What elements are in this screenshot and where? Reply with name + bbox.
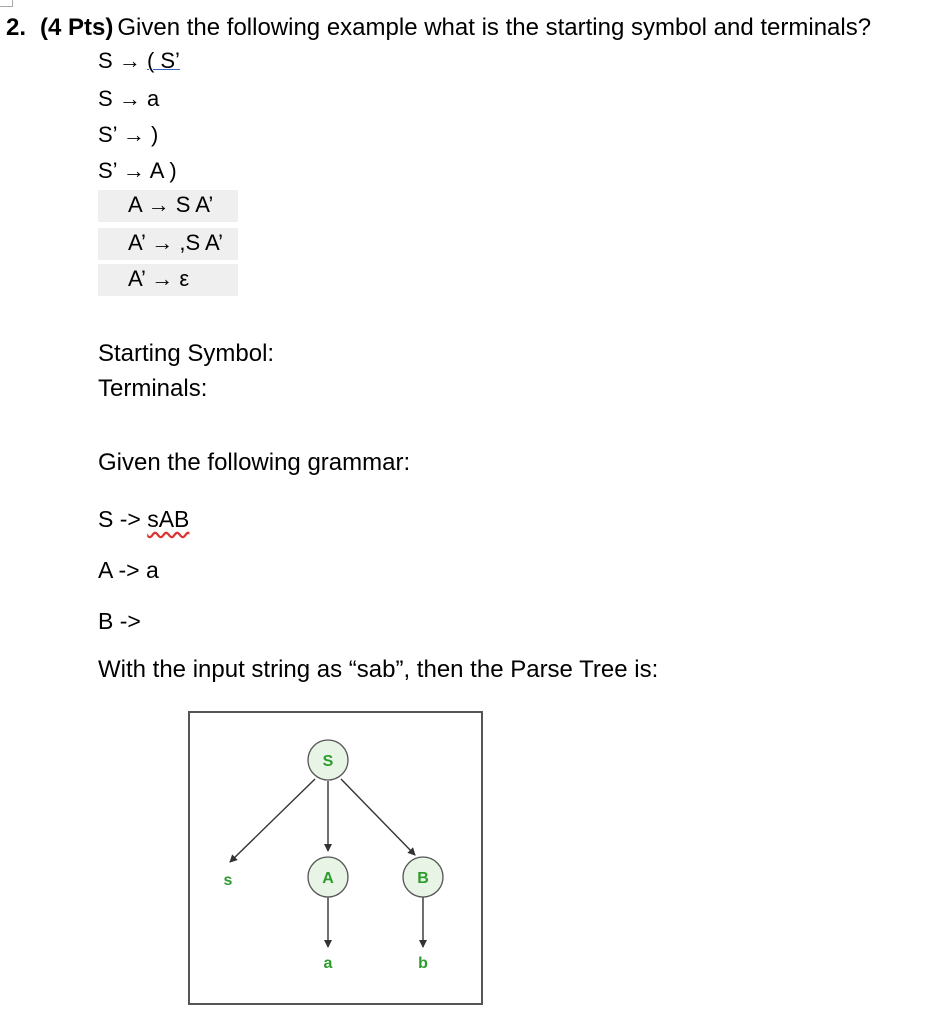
rule-rhs: ε bbox=[179, 266, 190, 291]
example-rule-7 bbox=[98, 264, 238, 296]
node-right-label: B bbox=[417, 870, 429, 887]
edge-root-to-s bbox=[230, 779, 315, 862]
terminals-label: Terminals: bbox=[98, 375, 208, 402]
node-root-label: S bbox=[322, 753, 334, 770]
grammar-rule-3: B -> bbox=[98, 608, 141, 634]
arrow-icon: → bbox=[118, 48, 141, 73]
parse-tree-figure bbox=[188, 711, 483, 1005]
arrow-icon: → bbox=[151, 266, 174, 291]
arrow-icon: → bbox=[151, 230, 174, 255]
question-number: 2. bbox=[6, 14, 27, 41]
rule-rhs: ,S A’ bbox=[179, 230, 223, 255]
node-a-leaf-label: a bbox=[323, 955, 333, 972]
rule-lhs: A bbox=[128, 192, 142, 217]
grammar-rule-2: A -> a bbox=[98, 557, 159, 583]
rule-lhs: S bbox=[98, 48, 113, 73]
rule-lhs: S bbox=[98, 86, 113, 111]
question-text: Given the following example what is the starting symbol and terminals? bbox=[117, 14, 872, 41]
input-string-text: With the input string as “sab”, then the Parse Tree is: bbox=[98, 656, 659, 683]
rule-lhs: S’ bbox=[98, 158, 117, 183]
arrow-icon: → bbox=[147, 192, 170, 217]
example-rule-5 bbox=[98, 190, 238, 222]
example-rule-3 bbox=[98, 122, 158, 148]
example-rule-6 bbox=[98, 228, 238, 260]
rule-rhs: ( S’ bbox=[146, 48, 180, 73]
node-middle-label: A bbox=[322, 870, 334, 887]
node-left-leaf-label: s bbox=[223, 872, 233, 889]
question-title bbox=[6, 14, 871, 42]
rule-lhs: A’ bbox=[128, 266, 146, 291]
grammar-rule-lhs: S -> bbox=[98, 506, 141, 532]
node-b-leaf-label: b bbox=[418, 955, 428, 972]
question-points: (4 Pts) bbox=[40, 14, 114, 41]
parse-tree-svg bbox=[190, 713, 481, 1003]
example-rule-2 bbox=[98, 86, 159, 112]
grammar-intro: Given the following grammar: bbox=[98, 449, 411, 476]
arrow-icon: → bbox=[118, 86, 141, 111]
arrow-icon: → bbox=[122, 122, 145, 147]
rule-rhs: ) bbox=[151, 122, 159, 147]
rule-lhs: A’ bbox=[128, 230, 146, 255]
rule-rhs: S A’ bbox=[175, 192, 214, 217]
rule-lhs: S’ bbox=[98, 122, 117, 147]
page-corner-mark bbox=[0, 0, 13, 7]
edge-root-to-b bbox=[341, 779, 415, 855]
example-rule-4 bbox=[98, 158, 177, 184]
example-rule-1 bbox=[98, 48, 180, 74]
rule-rhs: a bbox=[146, 86, 160, 111]
starting-symbol-label: Starting Symbol: bbox=[98, 340, 275, 367]
grammar-rule-1 bbox=[98, 506, 189, 533]
rule-rhs: A ) bbox=[149, 158, 177, 183]
grammar-rule-rhs: sAB bbox=[147, 506, 190, 532]
arrow-icon: → bbox=[122, 158, 145, 183]
